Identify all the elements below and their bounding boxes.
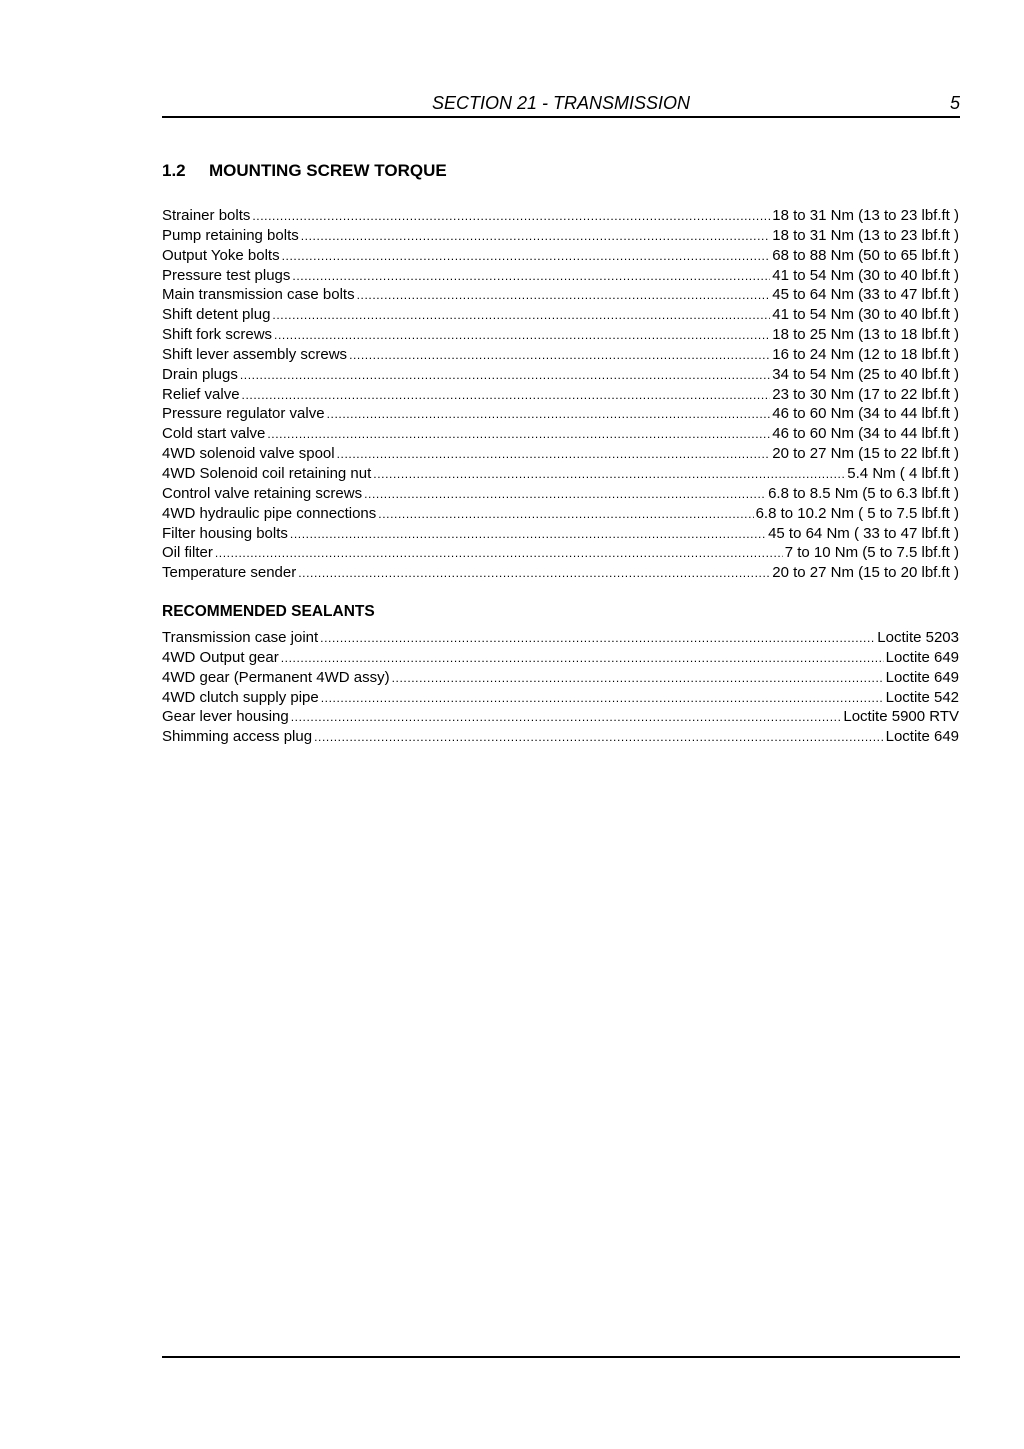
- section-heading-title: MOUNTING SCREW TORQUE: [209, 161, 447, 180]
- sealant-row: [162, 668, 959, 688]
- torque-row: [162, 246, 959, 266]
- torque-row: [162, 504, 959, 524]
- dot-leader: [301, 227, 770, 246]
- torque-label: 4WD hydraulic pipe connections: [162, 504, 377, 522]
- torque-row: [162, 325, 959, 345]
- sealant-label: Gear lever housing: [162, 708, 289, 726]
- torque-value: 7 to 10 Nm (5 to 7.5 lbf.ft ): [784, 544, 959, 562]
- torque-label: Cold start valve: [162, 425, 266, 443]
- sealant-value: Loctite 5203: [877, 629, 959, 646]
- torque-row: [162, 365, 959, 385]
- sealant-label: 4WD Output gear: [162, 648, 279, 666]
- dot-leader: [298, 564, 770, 583]
- torque-value: 68 to 88 Nm (50 to 65 lbf.ft ): [772, 246, 959, 264]
- sealant-row: [162, 707, 959, 727]
- torque-label: Filter housing bolts: [162, 524, 288, 542]
- torque-row: [162, 345, 959, 365]
- torque-label: 4WD solenoid valve spool: [162, 445, 335, 463]
- torque-label: Shift fork screws: [162, 326, 273, 344]
- dot-leader: [252, 207, 770, 226]
- dot-leader: [357, 286, 771, 305]
- sealant-row: [162, 648, 959, 668]
- torque-label: Pressure regulator valve: [162, 405, 325, 423]
- footer-rule: [162, 1356, 960, 1358]
- torque-value: 18 to 31 Nm (13 to 23 lbf.ft ): [772, 207, 959, 224]
- torque-value: 46 to 60 Nm (34 to 44 lbf.ft ): [772, 425, 959, 443]
- torque-value: 6.8 to 8.5 Nm (5 to 6.3 lbf.ft ): [768, 484, 959, 502]
- dot-leader: [327, 405, 771, 424]
- dot-leader: [349, 346, 770, 365]
- dot-leader: [373, 465, 845, 484]
- torque-label: Pressure test plugs: [162, 266, 291, 284]
- dot-leader: [282, 247, 771, 266]
- sealant-value: Loctite 649: [885, 728, 959, 746]
- dot-leader: [292, 267, 770, 286]
- torque-value: 45 to 64 Nm ( 33 to 47 lbf.ft ): [768, 524, 959, 542]
- torque-row: [162, 266, 959, 286]
- torque-value: 34 to 54 Nm (25 to 40 lbf.ft ): [772, 365, 959, 383]
- torque-value: 6.8 to 10.2 Nm ( 5 to 7.5 lbf.ft ): [755, 504, 959, 522]
- section-heading: [162, 160, 447, 182]
- sealant-row: [162, 628, 959, 648]
- torque-row: [162, 404, 959, 424]
- page-header: [162, 92, 960, 118]
- torque-value: 5.4 Nm ( 4 lbf.ft ): [847, 464, 959, 482]
- dot-leader: [314, 728, 884, 747]
- dot-leader: [240, 366, 770, 385]
- torque-row: [162, 385, 959, 405]
- torque-label: Shift detent plug: [162, 306, 271, 324]
- sealant-label: Transmission case joint: [162, 629, 319, 646]
- dot-leader: [320, 629, 875, 648]
- torque-label: Control valve retaining screws: [162, 484, 363, 502]
- torque-value: 46 to 60 Nm (34 to 44 lbf.ft ): [772, 405, 959, 423]
- sealant-list: [162, 628, 959, 747]
- dot-leader: [290, 525, 766, 544]
- torque-label: Output Yoke bolts: [162, 246, 280, 264]
- torque-label: Main transmission case bolts: [162, 286, 355, 304]
- section-number: 1.2: [162, 161, 186, 180]
- sealant-label: 4WD clutch supply pipe: [162, 688, 319, 706]
- section-title: SECTION 21 - TRANSMISSION: [431, 93, 691, 113]
- torque-list: [162, 206, 959, 583]
- torque-row: [162, 285, 959, 305]
- torque-label: Shift lever assembly screws: [162, 345, 348, 363]
- dot-leader: [267, 425, 770, 444]
- dot-leader: [392, 669, 884, 688]
- dot-leader: [274, 326, 770, 345]
- torque-label: Drain plugs: [162, 365, 238, 383]
- torque-label: Relief valve: [162, 385, 240, 403]
- dot-leader: [364, 485, 766, 504]
- torque-label: Temperature sender: [162, 564, 297, 582]
- torque-value: 41 to 54 Nm (30 to 40 lbf.ft ): [772, 266, 959, 284]
- torque-label: Oil filter: [162, 544, 213, 562]
- torque-row: [162, 563, 959, 583]
- torque-row: [162, 424, 959, 444]
- torque-row: [162, 484, 959, 504]
- torque-value: 18 to 25 Nm (13 to 18 lbf.ft ): [772, 326, 959, 344]
- torque-value: 45 to 64 Nm (33 to 47 lbf.ft ): [772, 286, 959, 304]
- sealant-value: Loctite 5900 RTV: [843, 708, 959, 726]
- sealant-label: 4WD gear (Permanent 4WD assy): [162, 668, 390, 686]
- torque-row: [162, 206, 959, 226]
- torque-value: 20 to 27 Nm (15 to 20 lbf.ft ): [772, 564, 959, 582]
- sealant-label: Shimming access plug: [162, 728, 313, 746]
- torque-value: 41 to 54 Nm (30 to 40 lbf.ft ): [772, 306, 959, 324]
- torque-value: 23 to 30 Nm (17 to 22 lbf.ft ): [772, 385, 959, 403]
- torque-row: [162, 305, 959, 325]
- page-number: 5: [949, 93, 960, 113]
- dot-leader: [215, 544, 783, 563]
- torque-row: [162, 464, 959, 484]
- dot-leader: [281, 649, 884, 668]
- torque-label: Strainer bolts: [162, 207, 251, 224]
- dot-leader: [272, 306, 770, 325]
- sealants-heading: RECOMMENDED SEALANTS: [162, 603, 375, 620]
- torque-value: 16 to 24 Nm (12 to 18 lbf.ft ): [772, 345, 959, 363]
- sealant-value: Loctite 542: [885, 688, 959, 706]
- torque-row: [162, 543, 959, 563]
- sealant-value: Loctite 649: [885, 668, 959, 686]
- torque-label: 4WD Solenoid coil retaining nut: [162, 464, 372, 482]
- sealant-row: [162, 688, 959, 708]
- torque-row: [162, 226, 959, 246]
- torque-row: [162, 524, 959, 544]
- torque-label: Pump retaining bolts: [162, 226, 299, 244]
- torque-value: 20 to 27 Nm (15 to 22 lbf.ft ): [772, 445, 959, 463]
- dot-leader: [337, 445, 771, 464]
- dot-leader: [242, 386, 771, 405]
- torque-value: 18 to 31 Nm (13 to 23 lbf.ft ): [772, 226, 959, 244]
- dot-leader: [321, 689, 884, 708]
- sealant-value: Loctite 649: [885, 648, 959, 666]
- dot-leader: [378, 505, 753, 524]
- sealant-row: [162, 727, 959, 747]
- torque-row: [162, 444, 959, 464]
- dot-leader: [291, 708, 842, 727]
